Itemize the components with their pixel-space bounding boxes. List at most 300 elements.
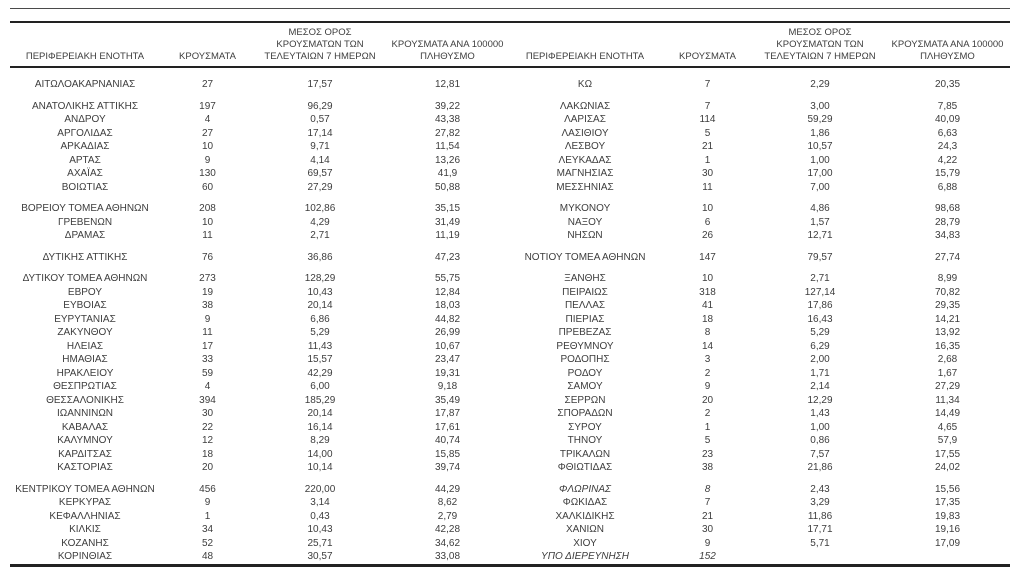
cases-cell: 456: [199, 483, 216, 495]
cases-cell: 9: [204, 154, 211, 166]
avg7-cell: 5,71: [810, 537, 830, 549]
region-cell: ΚΩ: [577, 79, 593, 90]
cases-cell: 30: [201, 408, 214, 419]
avg7-cell: 21,86: [807, 462, 833, 473]
header-body-spacer: [10, 67, 1010, 78]
region-cell: ΝΑΞΟΥ: [567, 216, 603, 228]
cases-cell: 60: [201, 181, 214, 193]
group-separator: [10, 243, 1010, 251]
region-cell: ΜΕΣΣΗΝΙΑΣ: [556, 181, 614, 193]
avg7-cell: 27,29: [307, 181, 333, 193]
table-row: [10, 326, 1010, 340]
header-cases-left: ΚΡΟΥΣΜΑΤΑ: [179, 51, 236, 62]
cases-cell: 8: [704, 483, 711, 495]
per100k-cell: 70,82: [934, 286, 961, 298]
per100k-cell: 27,82: [434, 127, 461, 139]
region-cell: ΠΕΙΡΑΙΩΣ: [562, 286, 608, 298]
region-cell: ΔΡΑΜΑΣ: [64, 230, 106, 241]
avg7-cell: 0,57: [310, 114, 330, 125]
avg7-cell: 20,14: [307, 408, 333, 419]
table-row: [10, 510, 1010, 524]
region-cell: ΣΠΟΡΑΔΩΝ: [557, 408, 613, 419]
per100k-cell: 31,49: [434, 216, 461, 228]
table-row: [10, 380, 1010, 394]
group-separator: [10, 194, 1010, 202]
group-separator: [10, 264, 1010, 272]
cases-cell: 2: [704, 408, 711, 419]
group-separator: [10, 92, 1010, 100]
per100k-cell: 57,9: [937, 435, 958, 446]
cases-cell: 18: [701, 313, 714, 325]
avg7-cell: [755, 550, 885, 565]
header-per100k-right: ΚΡΟΥΣΜΑΤΑ ΑΝΑ 100000 ΠΛΗΘΥΣΜΟ: [891, 39, 1004, 62]
per100k-cell: 24,02: [934, 462, 961, 473]
table-row: [10, 523, 1010, 537]
per100k-cell: 6,63: [937, 127, 958, 139]
per100k-cell: 23,47: [434, 354, 461, 365]
table-row: [10, 272, 1010, 286]
region-cell: ΑΡΤΑΣ: [69, 154, 101, 166]
region-cell: ΠΡΕΒΕΖΑΣ: [558, 327, 612, 338]
cases-cell: 59: [201, 367, 214, 379]
region-cell: ΛΑΣΙΘΙΟΥ: [561, 127, 609, 139]
region-cell: ΑΧΑΪΑΣ: [67, 168, 103, 179]
avg7-cell: 10,57: [807, 141, 833, 152]
table-row: [10, 496, 1010, 510]
per100k-cell: 7,85: [937, 100, 958, 112]
region-cell: ΣΥΡΟΥ: [568, 421, 602, 433]
region-cell: ΛΑΚΩΝΙΑΣ: [559, 100, 611, 112]
per100k-cell: 27,29: [934, 381, 961, 392]
region-cell: ΡΟΔΟΥ: [567, 367, 603, 379]
cases-cell: 10: [701, 273, 714, 284]
region-cell: ΘΕΣΠΡΩΤΙΑΣ: [53, 381, 117, 392]
table-row: [10, 313, 1010, 327]
avg7-cell: 6,29: [810, 340, 830, 352]
cases-cell: 208: [199, 203, 216, 214]
avg7-cell: 10,14: [307, 462, 333, 473]
avg7-cell: 4,14: [310, 154, 330, 166]
per100k-cell: 44,29: [434, 483, 461, 495]
table-row: [10, 154, 1010, 168]
cases-cell: 1: [704, 421, 711, 433]
cases-cell: 12: [201, 435, 214, 446]
avg7-cell: 25,71: [307, 537, 333, 549]
cases-cell: 4: [204, 114, 211, 125]
region-cell: ΚΑΡΔΙΤΣΑΣ: [58, 448, 112, 460]
header-body-spacer: [10, 67, 1010, 78]
avg7-cell: 5,29: [810, 327, 830, 338]
region-cell: ΚΙΛΚΙΣ: [69, 524, 101, 535]
region-cell: ΧΙΟΥ: [573, 537, 597, 549]
region-cell: ΥΠΟ ΔΙΕΡΕΥΝΗΣΗ: [541, 551, 629, 562]
table-row: [10, 216, 1010, 230]
cases-cell: 17: [201, 340, 214, 352]
cases-cell: 7: [704, 497, 711, 508]
group-separator: [10, 92, 1010, 100]
group-separator: [10, 194, 1010, 202]
group-separator: [10, 475, 1010, 483]
avg7-cell: 1,00: [810, 154, 830, 166]
per100k-cell: 12,81: [434, 79, 461, 90]
region-cell: ΛΑΡΙΣΑΣ: [564, 114, 606, 125]
table-row: [10, 434, 1010, 448]
cases-cell: 3: [704, 354, 711, 365]
region-cell: ΠΕΛΛΑΣ: [564, 300, 606, 311]
per100k-cell: 12,84: [434, 286, 461, 298]
cases-cell: 2: [704, 367, 711, 379]
avg7-cell: 1,86: [810, 127, 830, 139]
avg7-cell: 12,71: [807, 230, 833, 241]
cases-cell: 10: [201, 141, 214, 152]
avg7-cell: 96,29: [307, 100, 333, 112]
avg7-cell: 2,43: [810, 483, 830, 495]
per100k-cell: 14,49: [934, 408, 961, 419]
region-cell: ΣΕΡΡΩΝ: [564, 394, 606, 406]
region-cell: ΧΑΛΚΙΔΙΚΗΣ: [555, 510, 615, 522]
avg7-cell: 1,43: [810, 408, 830, 419]
table-row: [10, 299, 1010, 313]
avg7-cell: 69,57: [307, 168, 333, 179]
avg7-cell: 4,29: [310, 216, 330, 228]
per100k-cell: 11,19: [435, 230, 460, 241]
table-row: [10, 550, 1010, 565]
avg7-cell: 3,00: [810, 100, 830, 112]
per100k-cell: 34,62: [434, 537, 461, 549]
cases-cell: 9: [704, 537, 711, 549]
per100k-cell: 19,31: [434, 367, 461, 379]
table-row: [10, 537, 1010, 551]
per100k-cell: 4,22: [937, 154, 958, 166]
cases-cell: 273: [199, 273, 216, 284]
avg7-cell: 1,00: [810, 421, 830, 433]
per100k-cell: 35,49: [434, 394, 461, 406]
region-cell: ΚΕΡΚΥΡΑΣ: [58, 497, 112, 508]
per100k-cell: 17,61: [434, 421, 461, 433]
cases-cell: 152: [699, 551, 716, 562]
region-cell: ΗΛΕΙΑΣ: [66, 340, 104, 352]
table-row: [10, 78, 1010, 92]
avg7-cell: 127,14: [804, 286, 836, 298]
per100k-cell: 6,88: [937, 181, 958, 193]
per100k-cell: 19,83: [934, 510, 961, 522]
per100k-cell: 20,35: [934, 79, 961, 90]
region-cell: ΦΛΩΡΙΝΑΣ: [559, 483, 611, 495]
region-cell: ΒΟΡΕΙΟΥ ΤΟΜΕΑ ΑΘΗΝΩΝ: [21, 203, 149, 214]
header-region-right: ΠΕΡΙΦΕΡΕΙΑΚΗ ΕΝΟΤΗΤΑ: [525, 51, 645, 62]
group-separator: [10, 243, 1010, 251]
cases-cell: 27: [201, 127, 214, 139]
table-row: [10, 461, 1010, 475]
avg7-cell: 3,14: [310, 497, 330, 508]
region-cell: ΠΙΕΡΙΑΣ: [565, 313, 605, 325]
cases-cell: 130: [199, 168, 216, 179]
avg7-cell: 11,43: [307, 340, 333, 352]
region-cell: ΗΡΑΚΛΕΙΟΥ: [56, 367, 114, 379]
cases-cell: 9: [704, 381, 711, 392]
avg7-cell: 10,43: [307, 524, 333, 535]
avg7-cell: 11,86: [807, 510, 833, 522]
cases-cell: 41: [701, 300, 714, 311]
per100k-cell: 35,15: [434, 203, 461, 214]
table-row: [10, 421, 1010, 435]
region-cell: ΑΝΑΤΟΛΙΚΗΣ ΑΤΤΙΚΗΣ: [31, 100, 139, 112]
region-cell: ΚΕΝΤΡΙΚΟΥ ΤΟΜΕΑ ΑΘΗΝΩΝ: [15, 483, 155, 495]
avg7-cell: 7,00: [810, 181, 830, 193]
region-cell: ΕΒΡΟΥ: [67, 286, 103, 298]
avg7-cell: 79,57: [807, 251, 833, 263]
cases-cell: 20: [201, 462, 214, 473]
region-cell: ΚΟΖΑΝΗΣ: [61, 537, 109, 549]
cases-cell: 30: [701, 168, 714, 179]
region-cell: ΖΑΚΥΝΘΟΥ: [57, 327, 113, 338]
cases-cell: 6: [704, 216, 711, 228]
cases-cell: 8: [704, 327, 711, 338]
table-row: [10, 229, 1010, 243]
table-row: [10, 394, 1010, 408]
cases-cell: 1: [704, 154, 711, 166]
per100k-cell: 17,87: [434, 408, 461, 419]
per100k-cell: 2,68: [937, 354, 958, 365]
table-row: [10, 353, 1010, 367]
per100k-cell: 1,67: [937, 367, 958, 379]
cases-cell: 11: [202, 327, 213, 338]
avg7-cell: 36,86: [307, 251, 333, 263]
cases-cell: 318: [699, 286, 716, 298]
cases-cell: 147: [699, 251, 716, 263]
cases-cell: 30: [701, 524, 714, 535]
region-cell: ΤΡΙΚΑΛΩΝ: [559, 448, 611, 460]
per100k-cell: 11,54: [435, 141, 460, 152]
cases-cell: 18: [201, 448, 214, 460]
table-row: [10, 286, 1010, 300]
per100k-cell: 39,22: [434, 100, 461, 112]
per100k-cell: 55,75: [434, 273, 461, 284]
per100k-cell: 40,74: [434, 435, 461, 446]
region-cell: ΚΑΛΥΜΝΟΥ: [57, 435, 113, 446]
region-cell: ΗΜΑΘΙΑΣ: [62, 354, 108, 365]
cases-cell: 7: [704, 79, 711, 90]
group-separator: [10, 475, 1010, 483]
cases-cell: 114: [699, 114, 716, 125]
cases-cell: 26: [701, 230, 714, 241]
per100k-cell: 17,09: [934, 537, 961, 549]
cases-cell: 34: [201, 524, 214, 535]
avg7-cell: 30,57: [307, 551, 333, 562]
table-row: [10, 202, 1010, 216]
per100k-cell: 41,9: [437, 168, 458, 179]
region-cell: ΒΟΙΩΤΙΑΣ: [61, 181, 109, 193]
per100k-cell: 26,99: [434, 327, 461, 338]
per100k-cell: 42,28: [434, 524, 461, 535]
per100k-cell: 29,35: [934, 300, 961, 311]
cases-cell: 9: [204, 313, 211, 325]
avg7-cell: 17,14: [307, 127, 333, 139]
region-cell: ΝΗΣΩΝ: [567, 230, 603, 241]
avg7-cell: 9,71: [310, 141, 330, 152]
table-row: [10, 113, 1010, 127]
avg7-cell: 17,86: [807, 300, 833, 311]
cases-cell: 52: [201, 537, 214, 549]
per100k-cell: 15,79: [934, 168, 961, 179]
per100k-cell: 24,3: [937, 141, 958, 152]
avg7-cell: 2,71: [310, 230, 330, 241]
avg7-cell: 0,43: [310, 510, 330, 522]
cases-cell: 197: [199, 100, 216, 112]
cases-cell: 23: [701, 448, 714, 460]
group-separator: [10, 264, 1010, 272]
per100k-cell: 18,03: [434, 300, 461, 311]
cases-cell: 22: [201, 421, 214, 433]
cases-cell: 21: [701, 141, 714, 152]
avg7-cell: 2,71: [810, 273, 830, 284]
per100k-cell: 8,62: [437, 497, 458, 508]
per100k-cell: 4,65: [937, 421, 958, 433]
avg7-cell: 16,43: [807, 313, 833, 325]
header-cases-right: ΚΡΟΥΣΜΑΤΑ: [679, 51, 736, 62]
cases-cell: 21: [701, 510, 714, 522]
avg7-cell: 17,71: [807, 524, 833, 535]
region-cell: ΚΑΣΤΟΡΙΑΣ: [57, 462, 113, 473]
avg7-cell: 59,29: [807, 114, 833, 125]
region-cell: ΙΩΑΝΝΙΝΩΝ: [56, 408, 114, 419]
per100k-cell: 33,08: [434, 551, 461, 562]
cases-cell: 1: [204, 510, 211, 522]
top-divider-line: [10, 8, 1010, 9]
avg7-cell: 0,86: [810, 435, 830, 446]
per100k-cell: 44,82: [434, 313, 461, 325]
region-cell: ΕΥΡΥΤΑΝΙΑΣ: [54, 313, 116, 325]
per100k-cell: 34,83: [934, 230, 961, 241]
cases-cell: 20: [701, 394, 714, 406]
header-region-left: ΠΕΡΙΦΕΡΕΙΑΚΗ ΕΝΟΤΗΤΑ: [25, 51, 145, 62]
avg7-cell: 1,71: [810, 367, 830, 379]
cases-cell: 11: [202, 230, 213, 241]
region-cell: ΔΥΤΙΚΟΥ ΤΟΜΕΑ ΑΘΗΝΩΝ: [22, 273, 148, 284]
table-row: [10, 340, 1010, 354]
cases-cell: 14: [701, 340, 714, 352]
header-avg7-left: ΜΕΣΟΣ ΟΡΟΣ ΚΡΟΥΣΜΑΤΩΝ ΤΩΝ ΤΕΛΕΥΤΑΙΩΝ 7 ΗΜΕΡΩΝ: [264, 27, 376, 62]
table-body: [10, 67, 1010, 565]
avg7-cell: 14,00: [307, 448, 333, 460]
region-cell: ΜΑΓΝΗΣΙΑΣ: [556, 168, 614, 179]
region-cell: ΦΘΙΩΤΙΔΑΣ: [557, 462, 613, 473]
cases-cell: 10: [201, 216, 214, 228]
region-cell: ΑΡΓΟΛΙΔΑΣ: [57, 127, 113, 139]
region-cell: ΡΕΘΥΜΝΟΥ: [556, 340, 614, 352]
per100k-cell: 8,99: [937, 273, 958, 284]
per100k-cell: 9,18: [437, 381, 458, 392]
per100k-cell: [885, 550, 1010, 565]
avg7-cell: 102,86: [304, 203, 336, 214]
cases-cell: 19: [201, 286, 214, 298]
region-cell: ΜΥΚΟΝΟΥ: [559, 203, 611, 214]
region-cell: ΘΕΣΣΑΛΟΝΙΚΗΣ: [46, 394, 124, 406]
region-cell: ΚΕΦΑΛΛΗΝΙΑΣ: [49, 510, 121, 522]
per100k-cell: 28,79: [934, 216, 961, 228]
per100k-cell: 17,55: [934, 448, 961, 460]
per100k-cell: 15,56: [934, 483, 961, 495]
cases-cell: 76: [201, 251, 214, 263]
avg7-cell: 8,29: [310, 435, 330, 446]
table-row: [10, 251, 1010, 265]
cases-cell: 48: [201, 551, 214, 562]
avg7-cell: 16,14: [307, 421, 333, 433]
avg7-cell: 17,57: [307, 79, 333, 90]
region-cell: ΑΝΔΡΟΥ: [64, 114, 106, 125]
per100k-cell: 98,68: [934, 203, 961, 214]
region-cell: ΣΑΜΟΥ: [567, 381, 603, 392]
avg7-cell: 12,29: [807, 394, 833, 406]
per100k-cell: 13,26: [434, 154, 461, 166]
header-row: [10, 23, 1010, 67]
per100k-cell: 15,85: [434, 448, 461, 460]
table-row: [10, 407, 1010, 421]
table-row: [10, 167, 1010, 181]
region-cell: ΧΑΝΙΩΝ: [565, 524, 605, 535]
cases-cell: 27: [201, 79, 214, 90]
region-cell: ΑΡΚΑΔΙΑΣ: [60, 141, 110, 152]
cases-cell: 394: [199, 394, 216, 406]
region-cell: ΡΟΔΟΠΗΣ: [560, 354, 610, 365]
avg7-cell: 4,86: [810, 203, 830, 214]
avg7-cell: 2,29: [810, 79, 830, 90]
cases-cell: 5: [704, 435, 711, 446]
per100k-cell: 47,23: [434, 251, 461, 263]
cases-cell: 38: [201, 300, 214, 311]
regional-cases-table: [10, 23, 1010, 567]
cases-cell: 9: [204, 497, 211, 508]
avg7-cell: 2,00: [810, 354, 830, 365]
cases-cell: 10: [701, 203, 714, 214]
per100k-cell: 43,38: [434, 114, 461, 125]
per100k-cell: 16,35: [934, 340, 961, 352]
region-cell: ΚΟΡΙΝΘΙΑΣ: [57, 551, 113, 562]
table-row: [10, 100, 1010, 114]
avg7-cell: 3,29: [810, 497, 830, 508]
avg7-cell: 7,57: [810, 448, 830, 460]
per100k-cell: 2,79: [437, 510, 458, 522]
avg7-cell: 6,00: [310, 381, 330, 392]
avg7-cell: 20,14: [307, 300, 333, 311]
per100k-cell: 19,16: [934, 524, 961, 535]
region-cell: ΑΙΤΩΛΟΑΚΑΡΝΑΝΙΑΣ: [34, 79, 136, 90]
per100k-cell: 50,88: [434, 181, 461, 193]
region-cell: ΦΩΚΙΔΑΣ: [562, 497, 608, 508]
avg7-cell: 220,00: [304, 483, 336, 495]
per100k-cell: 27,74: [934, 251, 961, 263]
region-cell: ΝΟΤΙΟΥ ΤΟΜΕΑ ΑΘΗΝΩΝ: [524, 251, 646, 263]
per100k-cell: 10,67: [434, 340, 461, 352]
avg7-cell: 15,57: [307, 354, 333, 365]
cases-cell: 5: [704, 127, 711, 139]
cases-cell: 11: [702, 181, 713, 193]
per100k-cell: 17,35: [934, 497, 961, 508]
region-cell: ΤΗΝΟΥ: [567, 435, 603, 446]
cases-cell: 4: [204, 381, 211, 392]
header-per100k-left: ΚΡΟΥΣΜΑΤΑ ΑΝΑ 100000 ΠΛΗΘΥΣΜΟ: [391, 39, 504, 62]
per100k-cell: 40,09: [934, 114, 961, 125]
table-row: [10, 140, 1010, 154]
region-cell: ΕΥΒΟΙΑΣ: [63, 300, 107, 311]
header-avg7-right: ΜΕΣΟΣ ΟΡΟΣ ΚΡΟΥΣΜΑΤΩΝ ΤΩΝ ΤΕΛΕΥΤΑΙΩΝ 7 ΗΜΕΡΩΝ: [764, 27, 876, 62]
avg7-cell: 5,29: [310, 327, 330, 338]
per100k-cell: 39,74: [434, 462, 461, 473]
per100k-cell: 14,21: [934, 313, 961, 325]
region-cell: ΛΕΣΒΟΥ: [564, 141, 606, 152]
region-cell: ΓΡΕΒΕΝΩΝ: [57, 216, 113, 228]
table-row: [10, 181, 1010, 195]
